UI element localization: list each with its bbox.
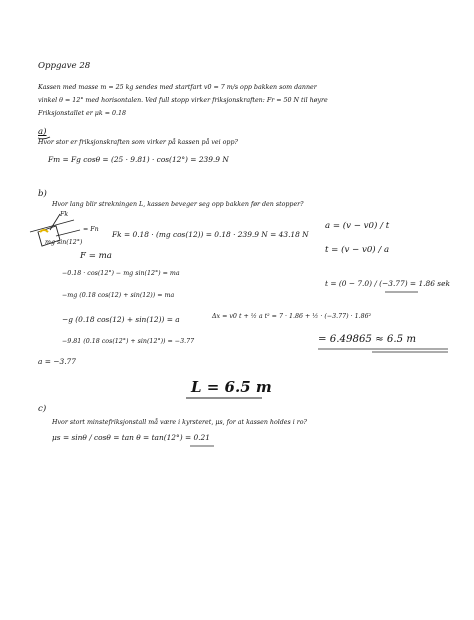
part-c-question: Hvor stort minstefriksjonstall må være i kyrsteret, μs, for at kassen holdes i ro? [52, 419, 307, 426]
intro-line-1: Kassen med masse m = 25 kg sendes med startfart v0 = 7 m/s opp bakken som danner [38, 84, 317, 91]
final-answer: L = 6.5 m [191, 378, 272, 396]
part-a-letter: a) [38, 127, 47, 137]
diagram-label-friction: Fk [60, 211, 69, 218]
part-c-equation: μs = sinθ / cosθ = tan θ = tan(12°) = 0.21 [52, 433, 210, 442]
displacement-equation: Δx = v0 t + ½ a t² = 7 · 1.86 + ½ · (−3.77) · 1.86² [212, 313, 372, 320]
diagram-label-normal: = Fn [83, 226, 99, 233]
intro-line-2: vinkel θ = 12° med horisontalen. Ved full stopp virker friksjonskraften: Fr = 50 N til høyre [38, 97, 328, 104]
page-title: Oppgave 28 [38, 61, 91, 71]
force-equation-1: −0.18 · cos(12°) − mg sin(12°) = ma [62, 270, 180, 277]
kinematics-t: t = (v − v0) / a [325, 245, 390, 255]
intro-line-3: Friksjonstallet er μk = 0.18 [38, 110, 126, 117]
friction-equation: Fk = 0.18 · (mg cos(12)) = 0.18 · 239.9 N = 43.18 N [112, 230, 309, 239]
displacement-result: = 6.49865 ≈ 6.5 m [318, 334, 417, 345]
part-a-question: Hvor stor er friksjonskraften som virker på kassen på vei opp? [38, 139, 238, 146]
force-equation-2: −mg (0.18 cos(12) + sin(12)) = ma [62, 292, 175, 299]
kinematics-a: a = (v − v0) / t [325, 221, 390, 231]
diagram-label-weight: mg sin(12°) [45, 239, 83, 246]
highlight-mark [40, 230, 48, 232]
part-c-letter: c) [38, 404, 47, 414]
force-equation-3: −g (0.18 cos(12) + sin(12)) = a [62, 315, 180, 324]
part-a-equation: Fm = Fg cosθ = (25 · 9.81) · cos(12°) = 239.9 N [48, 155, 229, 164]
acceleration-result: a = −3.77 [38, 357, 76, 366]
time-calculation: t = (0 − 7.0) / (−3.77) = 1.86 sek [325, 279, 450, 288]
part-b-letter: b) [38, 189, 47, 199]
force-equation-4: −9.81 (0.18 cos(12°) + sin(12°)) = −3.77 [62, 338, 195, 345]
newton-law: F = ma [80, 251, 112, 261]
part-b-question: Hvor lang blir strekningen L, kassen beveger seg opp bakken før den stopper? [52, 201, 304, 208]
